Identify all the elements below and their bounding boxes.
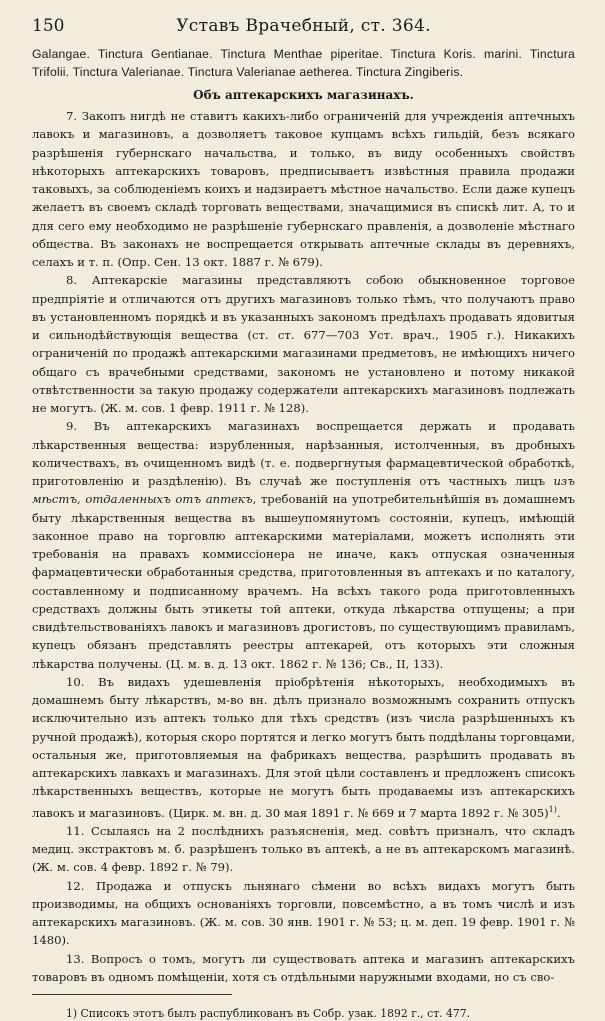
footnote-divider: [32, 994, 232, 995]
paragraph-10: [32, 673, 575, 822]
paragraph-7: 7. Закопъ нигдѣ не ставитъ какихъ-либо ограниченій для учрежденія аптечныхъ лавокъ и магазиновъ, а дозволяетъ таковое купцамъ всѣхъ гильдій, безъ всякаго разрѣшенія губернскаго начальства, и только, въ виду особенныхъ свойствъ нѣкоторыхъ аптекарскихъ товаровъ, предписываетъ извѣстныя правила продажи таковыхъ, за соблюденіемъ коихъ и надзираетъ мѣстное начальство. Если даже купецъ желаетъ въ своемъ складѣ торговать веществами, значащимися въ спискѣ лит. А, то и для сего ему необходимо не разрѣшеніе губернскаго правленія, а дозволеніе мѣстнаго общества. Въ законахъ не воспрещается открывать аптечные склады въ деревняхъ, селахъ и т. п. (Опр. Сен. 13 окт. 1887 г. № 679).: [32, 109, 575, 270]
main-text: [32, 46, 575, 986]
paragraph-13: 13. Вопросъ о томъ, могутъ ли существовать аптека и магазинъ аптекарскихъ товаровъ въ одномъ помѣщеніи, хотя съ отдѣльными наружными входами, но съ сво-: [32, 951, 575, 984]
page-number: 150: [32, 16, 65, 36]
paragraph-9: [32, 417, 575, 673]
footnote-marker[interactable]: 1): [548, 804, 557, 814]
paragraph-9-part-b: , требованій на употребительнѣйшія въ домашнемъ быту лѣкарственныя вещества въ вышеупомянутомъ состояніи, купецъ, имѣющій законное право на торговлю аптекарскими матеріалами, можетъ исполнять эти требованія на правахъ коммиссіонера не иначе, какъ отпуская означенныя фармацевтически обработанныя средства, приготовленныя въ аптекахъ и по каталогу, составленному и подписанному врачемъ. На всѣхъ такого рода приготовленныхъ средствахъ должны быть этикеты той аптеки, откуда лѣкарства отпущены; а при свидѣтельствованіяхъ лавокъ и магазиновъ дрогистовъ, по существующимъ правиламъ, купецъ обязанъ представлять реестры аптекарей, отъ которыхъ эти сложныя лѣкарства получены. (Ц. м. в. д. 13 окт. 1862 г. № 136; Св., II, 133).: [32, 492, 575, 671]
section-heading: Объ аптекарскихъ магазинахъ.: [193, 88, 414, 103]
paragraph-11: 11. Ссылаясь на 2 послѣднихъ разъясненія, мед. совѣтъ призналъ, что складъ медиц. экстрактовъ м. б. разрѣшенъ только въ аптекѣ, а не въ аптекарскомъ магазинѣ. (Ж. м. сов. 4 февр. 1892 г. № 79).: [32, 823, 575, 875]
running-title: Уставъ Врачебный, ст. 364.: [176, 16, 431, 36]
paragraph-9-emphasis: изъ мѣстъ, отдаленныхъ отъ аптекъ: [32, 474, 575, 507]
paragraph-8: 8. Аптекарскіе магазины представляютъ собою обыкновенное торговое предпріятіе и отличаются отъ другихъ магазиновъ только тѣмъ, что получаютъ право въ установленномъ порядкѣ и въ указанныхъ закономъ предѣлахъ продавать ядовитыя и сильнодѣйствующія вещества (ст. ст. 677—703 Уст. врач., 1905 г.). Никакихъ ограниченій по продажѣ аптекарскими магазинами предметовъ, не имѣющихъ ничего общаго съ врачебными средствами, закономъ не установлено и потому никакой отвѣтственности за такую продажу содержатели аптекарскихъ магазиновъ подлежать не могутъ. (Ж. м. сов. 1 февр. 1911 г. № 128).: [32, 273, 575, 416]
lead-paragraph: Galangae. Tinctura Gentianae. Tinctura Menthae piperitae. Tinctura Koris. marini. Tinctura Trifolii. Tinctura Valerianae. Tinctura Valerianae aetherea. Tinctura Zingiberis.: [32, 47, 575, 79]
paragraph-10-part-a: 10. Въ видахъ удешевленія пріобрѣтенія нѣкоторыхъ, необходимыхъ въ домашнемъ быту лѣкарствъ, м-во вн. дѣлъ признало возможнымъ сохранить отпускъ исключительно изъ аптекъ только для тѣхъ средствъ (изъ числа разрѣшенныхъ къ ручной продажѣ), которыя скоро портятся и легко могутъ быть поддѣланы торговцами, остальныя же, приготовляемыя на фабрикахъ вещества, разрѣшить продавать въ аптекарскихъ лавкахъ и магазинахъ. Для этой цѣли составленъ и предложенъ списокъ лѣкарственныхъ веществъ, которые не могутъ быть продаваемы изъ аптекарскихъ лавокъ и магазиновъ. (Цирк. м. вн. д. 30 мая 1891 г. № 669 и 7 марта 1892 г. № 305): [32, 674, 575, 820]
paragraph-12: 12. Продажа и отпускъ льнянаго сѣмени во всѣхъ видахъ могутъ быть производимы, на общихъ основаніяхъ торговли, повсемѣстно, а въ томъ числѣ и изъ аптекарскихъ магазиновъ. (Ж. м. сов. 30 янв. 1901 г. № 53; ц. м. деп. 19 февр. 1901 г. № 1480).: [32, 878, 575, 948]
page-header: [32, 16, 575, 36]
footnote: 1) Списокъ этотъ былъ распубликованъ въ Собр. узак. 1892 г., ст. 477.: [66, 1006, 471, 1020]
paragraph-9-part-a: 9. Въ аптекарскихъ магазинахъ воспрещается держать и продавать лѣкарственныя вещества: изрубленныя, нарѣзанныя, истолченныя, въ дробныхъ количествахъ, въ очищенномъ видѣ (т. е. подвергнутыя фармацевтической обработкѣ, приготовленію и раздѣленію). Въ случаѣ же поступленія отъ частныхъ лицъ: [32, 419, 575, 489]
paragraph-10-part-b: .: [556, 805, 561, 820]
